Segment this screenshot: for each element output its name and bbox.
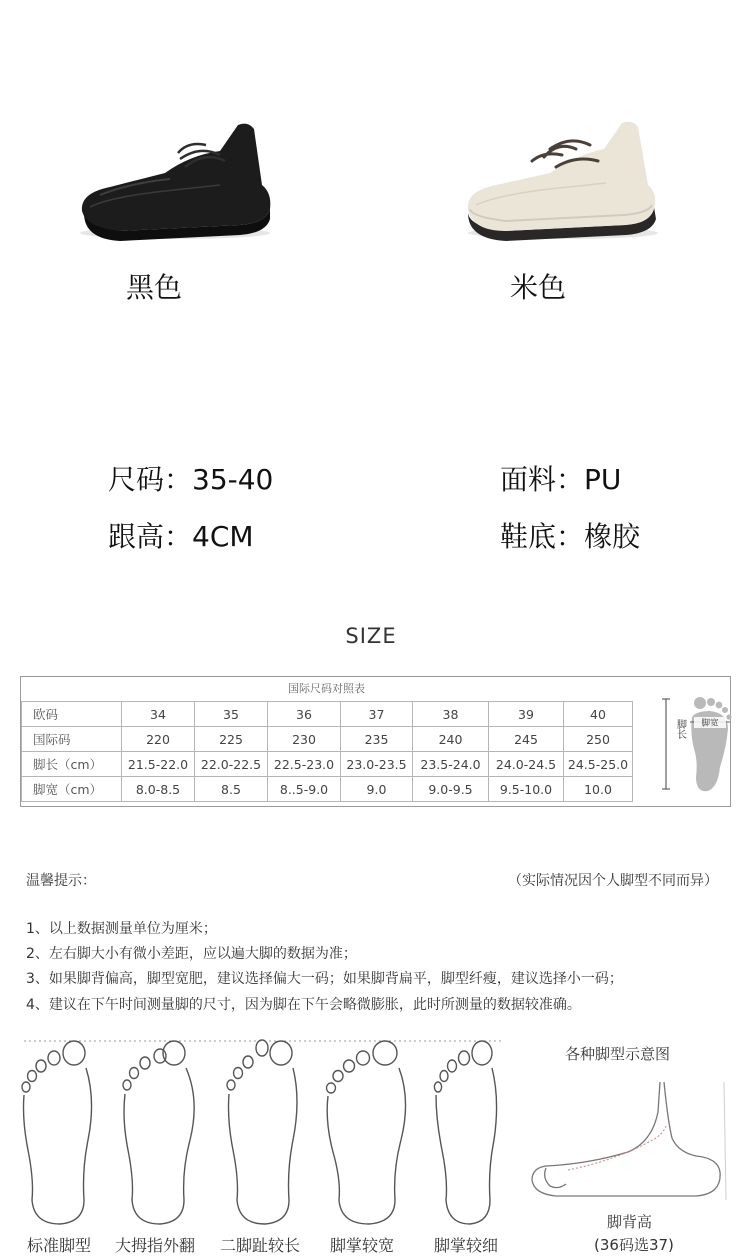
table-cell: 23.5-24.0 (413, 752, 489, 777)
size-chart (20, 676, 731, 807)
table-cell: 235 (341, 727, 413, 752)
foot-type-label-narrow: 脚掌较细 (434, 1236, 499, 1255)
high-arch-foot-icon (528, 1082, 728, 1200)
row-header: 欧码 (22, 702, 122, 727)
table-cell: 40 (564, 702, 633, 727)
spec-size: 尺码：35-40 (108, 463, 274, 496)
foot-outline-wide-icon (325, 1040, 415, 1226)
table-cell: 220 (122, 727, 195, 752)
tips-note: （实际情况因个人脚型不同而异） (508, 873, 718, 889)
tip-item: 2、左右脚大小有微小差距，应以遍大脚的数据为准； (26, 946, 357, 962)
foot-length-label: 脚长 (674, 719, 686, 739)
high-arch-note: (36码选37) (594, 1236, 674, 1254)
spec-material: 面料：PU (500, 463, 622, 496)
foot-types-diagram-title: 各种脚型示意图 (565, 1045, 671, 1063)
table-cell: 38 (413, 702, 489, 727)
table-cell: 250 (564, 727, 633, 752)
table-cell: 36 (268, 702, 341, 727)
foot-outline-bunion-icon (120, 1040, 202, 1226)
table-row (22, 752, 633, 777)
black-shoe-image (70, 115, 280, 245)
table-cell: 9.5-10.0 (489, 777, 564, 802)
table-cell: 35 (195, 702, 268, 727)
table-cell: 225 (195, 727, 268, 752)
table-cell: 34 (122, 702, 195, 727)
table-cell: 22.0-22.5 (195, 752, 268, 777)
table-cell: 8.5 (195, 777, 268, 802)
table-cell: 24.5-25.0 (564, 752, 633, 777)
tip-item: 4、建议在下午时间测量脚的尺寸，因为脚在下午会略微膨胀，此时所测量的数据较准确。 (26, 997, 581, 1013)
spec-heel-height: 跟高：4CM (108, 520, 254, 553)
tips-title: 温馨提示： (26, 873, 96, 889)
table-cell: 230 (268, 727, 341, 752)
table-cell: 22.5-23.0 (268, 752, 341, 777)
foot-outline-long-second-toe-icon (225, 1036, 307, 1226)
spec-sole: 鞋底：橡胶 (500, 520, 641, 553)
size-table (21, 701, 633, 802)
color-label-beige: 米色 (510, 271, 567, 304)
row-header: 脚长（cm） (22, 752, 122, 777)
foot-width-label: 脚宽 (701, 718, 719, 729)
beige-shoe-image (458, 115, 668, 245)
table-cell: 245 (489, 727, 564, 752)
table-row (22, 777, 633, 802)
foot-type-label-long-second-toe: 二脚趾较长 (220, 1236, 301, 1255)
size-section-title: SIZE (345, 624, 397, 648)
table-cell: 21.5-22.0 (122, 752, 195, 777)
high-arch-label: 脚背高 (607, 1213, 653, 1231)
table-cell: 9.0-9.5 (413, 777, 489, 802)
table-cell: 10.0 (564, 777, 633, 802)
row-header: 国际码 (22, 727, 122, 752)
table-cell: 8..5-9.0 (268, 777, 341, 802)
tip-item: 1、以上数据测量单位为厘米； (26, 921, 217, 937)
foot-outline-narrow-icon (432, 1040, 508, 1226)
foot-measure-diagram (632, 677, 732, 806)
table-cell: 24.0-24.5 (489, 752, 564, 777)
table-cell: 39 (489, 702, 564, 727)
color-label-black: 黑色 (126, 271, 183, 304)
table-cell: 9.0 (341, 777, 413, 802)
row-header: 脚宽（cm） (22, 777, 122, 802)
tip-item: 3、如果脚背偏高，脚型宽肥，建议选择偏大一码；如果脚背扁平，脚型纤瘦，建议选择小一码； (26, 971, 623, 987)
table-cell: 240 (413, 727, 489, 752)
size-chart-caption: 国际尺码对照表 (21, 677, 632, 702)
foot-type-label-wide: 脚掌较宽 (330, 1236, 395, 1255)
table-cell: 8.0-8.5 (122, 777, 195, 802)
table-row (22, 727, 633, 752)
table-cell: 37 (341, 702, 413, 727)
table-row (22, 702, 633, 727)
table-cell: 23.0-23.5 (341, 752, 413, 777)
foot-type-label-bunion: 大拇指外翻 (115, 1236, 196, 1255)
foot-outline-standard-icon (20, 1040, 102, 1226)
foot-type-label-standard: 标准脚型 (27, 1236, 92, 1255)
